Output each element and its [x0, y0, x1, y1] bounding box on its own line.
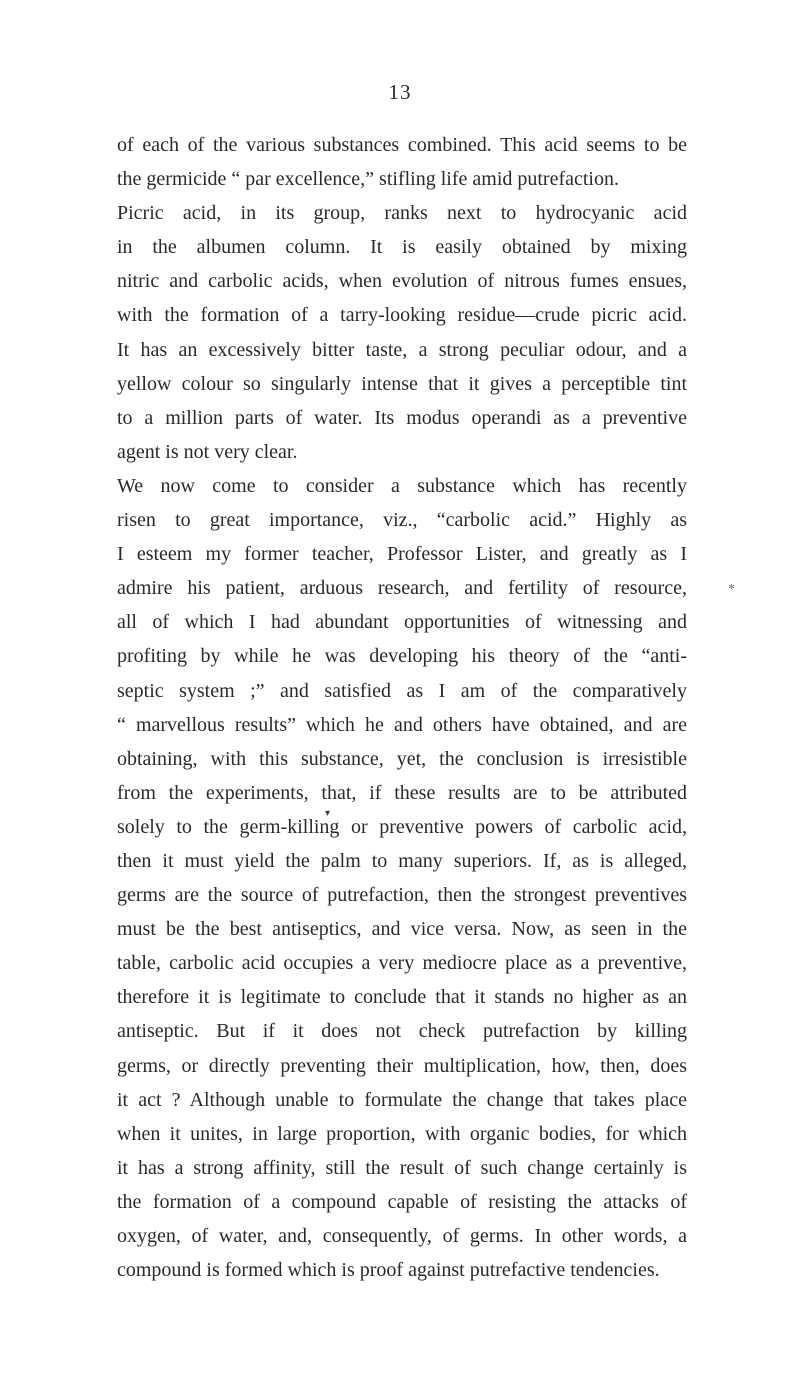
text-line: then it must yield the palm to many superiors. If, as is alleged,: [117, 849, 687, 872]
text-line: therefore it is legitimate to conclude that it stands no higher as an: [117, 986, 687, 1009]
margin-mark: *: [728, 582, 735, 597]
page-number: 13: [388, 80, 412, 104]
text-line: I esteem my former teacher, Professor Lister, and greatly as I: [117, 543, 687, 566]
text-line: the formation of a compound capable of resisting the attacks of: [117, 1190, 687, 1213]
text-line: germs are the source of putrefaction, then the strongest preventives: [117, 884, 687, 907]
body-text: [117, 128, 687, 1287]
text-line: in the albumen column. It is easily obtained by mixing: [117, 236, 687, 259]
text-line: of each of the various substances combined. This acid seems to be: [117, 134, 687, 156]
text-line: must be the best antiseptics, and vice versa. Now, as seen in the: [117, 918, 687, 941]
text-line: compound is formed which is proof against putrefactive tendencies.: [117, 1259, 660, 1282]
text-line: with the formation of a tarry-looking residue—crude picric acid.: [117, 304, 687, 327]
text-line: it has a strong affinity, still the result of such change certainly is: [117, 1156, 687, 1179]
text-line: obtaining, with this substance, yet, the conclusion is irresistible: [117, 747, 687, 770]
text-line: it act ? Although unable to formulate the change that takes place: [117, 1088, 687, 1111]
paragraph-3: [117, 469, 687, 1287]
text-line: germs, or directly preventing their multiplication, how, then, does: [117, 1054, 687, 1077]
text-line: risen to great importance, viz., “carbolic acid.” Highly as: [117, 509, 687, 532]
text-line: admire his patient, arduous research, and fertility of resource,: [117, 577, 687, 600]
text-line: when it unites, in large proportion, with organic bodies, for which: [117, 1122, 687, 1145]
text-line: antiseptic. But if it does not check putrefaction by killing: [117, 1020, 687, 1043]
text-line: We now come to consider a substance which has recently: [117, 474, 687, 497]
text-line: table, carbolic acid occupies a very mediocre place as a preventive,: [117, 952, 687, 975]
paragraph-2: [117, 196, 687, 469]
text-line: solely to the germ-killing or preventive powers of carbolic acid,: [117, 815, 687, 838]
text-line: from the experiments, that, if these results are to be attributed: [117, 781, 687, 804]
text-line: septic system ;” and satisfied as I am of the comparatively: [117, 679, 687, 702]
text-line: yellow colour so singularly intense that it gives a perceptible tint: [117, 372, 687, 395]
text-line: to a million parts of water. Its modus operandi as a preventive: [117, 406, 687, 429]
paragraph-1: [117, 128, 687, 196]
text-line: nitric and carbolic acids, when evolution of nitrous fumes ensues,: [117, 270, 687, 293]
text-line: It has an excessively bitter taste, a strong peculiar odour, and a: [117, 338, 687, 361]
stray-mark: ▾: [325, 808, 331, 819]
text-line: agent is not very clear.: [117, 440, 298, 463]
text-line: Picric acid, in its group, ranks next to hydrocyanic acid: [117, 202, 687, 225]
text-line: the germicide “ par excellence,” stifling life amid putrefaction.: [117, 168, 619, 191]
text-line: “ marvellous results” which he and others have obtained, and are: [117, 713, 687, 736]
text-line: all of which I had abundant opportunities of witnessing and: [117, 611, 687, 634]
text-line: oxygen, of water, and, consequently, of germs. In other words, a: [117, 1225, 687, 1247]
text-line: profiting by while he was developing his theory of the “anti-: [117, 645, 687, 668]
